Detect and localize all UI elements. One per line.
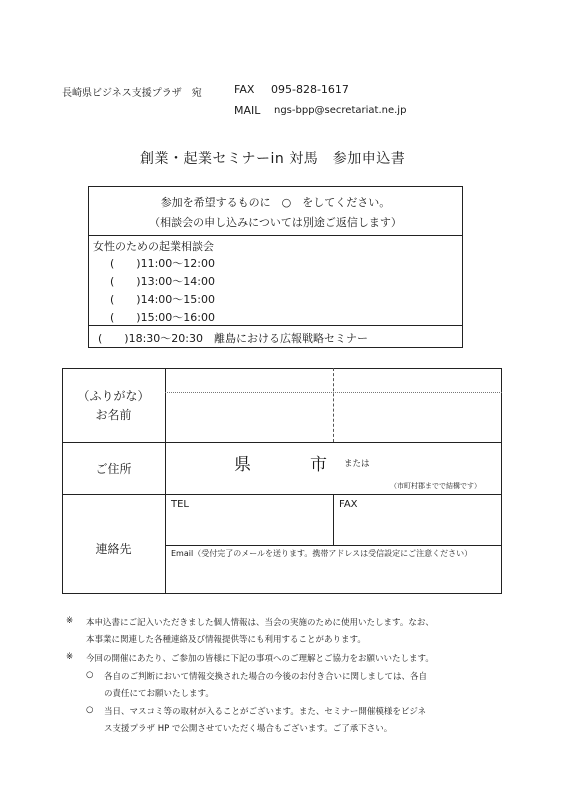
bullet-mark: ○	[86, 705, 94, 715]
note-mark: ※	[66, 652, 74, 662]
email-field[interactable]	[170, 562, 498, 590]
tel-field[interactable]	[170, 513, 330, 541]
email-label: Email（受付完了のメールを送ります。携帯アドレスは受信設定にご注意ください）	[171, 549, 473, 558]
seminar-option[interactable]: ( )18:30～20:30 離島における広報戦略セミナー	[98, 332, 368, 345]
mail-label: MAIL	[234, 104, 261, 117]
tel-label: TEL	[171, 499, 189, 510]
note-text: 当日、マスコミ等の取材が入ることがございます。また、セミナー開催模様をビジネ	[104, 707, 427, 717]
or-label: または	[344, 459, 370, 469]
page-title: 創業・起業セミナーin 対馬 参加申込書	[140, 151, 406, 167]
fax-label: FAX	[234, 83, 255, 96]
note-text: 本申込書にご記入いただきました個人情報は、当会の実施のために使用いたします。なお、	[86, 618, 434, 628]
furigana-given-field[interactable]	[338, 372, 498, 390]
prefecture-field[interactable]	[170, 446, 230, 474]
note-text: 各自のご判断において情報交換された場合の今後のお付き合いに関しましては、各自	[104, 672, 428, 682]
address-label: ご住所	[95, 462, 132, 476]
city-label: 市	[310, 455, 327, 475]
note-text: 今回の開催にあたり、ご参加の皆様に下記の事項へのご理解とご協力をお願いいたします。	[86, 654, 434, 664]
tel-fax-divider	[333, 494, 334, 545]
slot-option[interactable]: ( )13:00～14:00	[110, 275, 215, 288]
column-divider	[165, 368, 166, 594]
name-split-line	[333, 368, 334, 442]
slot-option[interactable]: ( )15:00～16:00	[110, 311, 215, 324]
note-mark: ※	[66, 616, 74, 626]
note-text: （相談会の申し込みについては別途ご返信します）	[149, 216, 402, 229]
note-text: ス支援プラザ HP で公開させていただく場合もございます。ご了承下さい。	[104, 724, 393, 734]
furigana-label: （ふりがな）	[77, 389, 150, 403]
slot-option[interactable]: ( )11:00～12:00	[110, 257, 215, 270]
recipient: 長崎県ビジネス支援プラザ 宛	[62, 88, 202, 99]
fax-field[interactable]	[338, 513, 498, 541]
fax-number: 095-828-1617	[271, 83, 349, 96]
divider	[88, 235, 463, 236]
prefecture-label: 県	[234, 455, 251, 475]
row-divider	[165, 545, 502, 546]
name-label: お名前	[95, 408, 132, 422]
address-note: （市町村郡までで結構です）	[390, 482, 481, 490]
given-name-field[interactable]	[338, 396, 498, 438]
consult-heading: 女性のための起業相談会	[93, 240, 214, 253]
furigana-family-field[interactable]	[170, 372, 330, 390]
mail-address: ngs-bpp@secretariat.ne.jp	[274, 105, 407, 116]
slot-option[interactable]: ( )14:00～15:00	[110, 293, 215, 306]
instruction-text: 参加を希望するものに ○ をしてください。	[160, 196, 391, 209]
row-divider	[62, 494, 502, 495]
city-field[interactable]	[252, 446, 307, 474]
contact-label: 連絡先	[95, 542, 132, 556]
divider	[88, 325, 463, 326]
note-text: の責任にてお願いたします。	[104, 689, 214, 699]
row-divider	[62, 442, 502, 443]
bullet-mark: ○	[86, 670, 94, 680]
note-text: 本事業に関連した各種連絡及び情報提供等にも利用することがあります。	[86, 635, 366, 645]
fax-field-label: FAX	[339, 499, 358, 510]
family-name-field[interactable]	[170, 396, 330, 438]
